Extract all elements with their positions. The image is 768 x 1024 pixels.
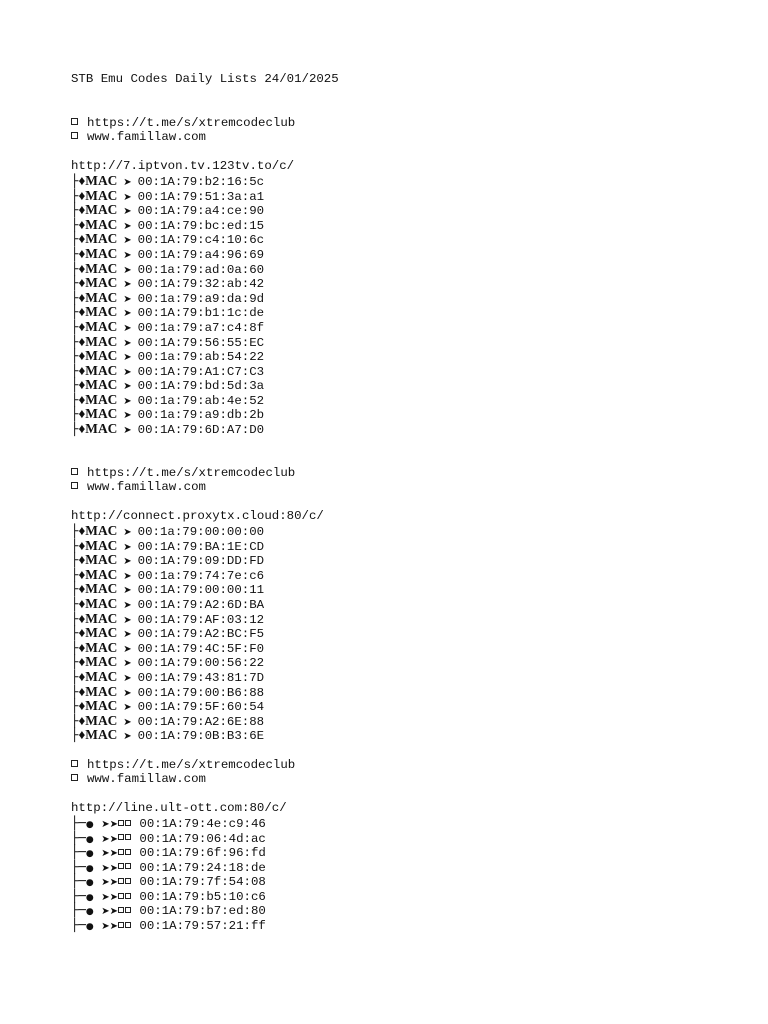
mac-row <box>71 670 731 685</box>
mac-row <box>71 262 731 277</box>
tree-branch-icon: ├ <box>71 391 79 407</box>
arrow-icon: ➤ <box>123 731 132 743</box>
link-row <box>71 116 731 131</box>
mac-label: ♦MAC <box>78 202 118 218</box>
mac-address: 00:1A:79:5F:60:54 <box>137 700 265 715</box>
mac-label: ♦MAC <box>78 216 118 232</box>
mac-row <box>71 641 731 656</box>
tree-branch-icon: ├ <box>71 377 79 393</box>
mac-row <box>71 189 731 204</box>
tree-branch-icon: ├ <box>71 712 79 728</box>
mac-label: ♦MAC <box>78 421 118 437</box>
mac-label: ♦MAC <box>78 231 118 247</box>
mac-address: 00:1A:79:A2:6D:BA <box>137 598 265 612</box>
arrow-icon: ➤ <box>123 264 132 276</box>
mac-address: 00:1a:79:ab:54:22 <box>137 350 265 365</box>
mac-address: 00:1A:79:AF:03:12 <box>137 612 265 627</box>
mac-label: ♦MAC <box>78 639 118 655</box>
square-icon <box>118 849 124 855</box>
mac-address: 00:1A:79:7f:54:08 <box>139 875 266 890</box>
mac-row <box>71 699 731 714</box>
tree-branch-icon: ├─ <box>71 844 86 860</box>
arrow-icon: ➤ <box>123 658 132 670</box>
tree-branch-icon: ├ <box>71 698 79 714</box>
mac-address: 00:1A:79:a4:96:69 <box>137 247 265 262</box>
mac-row <box>71 232 731 247</box>
spacer <box>71 437 731 466</box>
tree-branch-icon: ├ <box>71 566 79 582</box>
arrow-icon: ➤ <box>123 600 132 611</box>
mac-row <box>71 320 731 335</box>
mac-address: 00:1A:79:56:55:EC <box>137 335 265 350</box>
tree-branch-icon: ├ <box>71 231 79 247</box>
arrow-icon: ➤ <box>123 643 132 655</box>
mac-row <box>71 568 731 583</box>
mac-label: ♦MAC <box>78 275 118 291</box>
mac-address: 00:1a:79:74:7e:c6 <box>137 568 265 583</box>
mac-row <box>71 728 731 743</box>
mac-address: 00:1A:79:06:4d:ac <box>139 831 266 846</box>
arrow-icon: ➤ <box>123 629 132 641</box>
portal-url[interactable]: http://line.ult-ott.com:80/c/ <box>71 801 287 816</box>
mac-row <box>71 524 731 539</box>
mac-row <box>71 218 731 233</box>
mac-row <box>71 393 731 408</box>
tree-branch-icon: ├ <box>71 304 79 320</box>
mac-row <box>71 597 731 612</box>
arrow-icon: ➤ <box>123 395 132 407</box>
mac-label: ♦MAC <box>78 333 118 349</box>
bullet-dot-icon: ● <box>85 863 94 874</box>
arrow-icon: ➤ <box>123 308 132 320</box>
tree-branch-icon: ├ <box>71 683 79 699</box>
mac-address: 00:1A:79:00:B6:88 <box>137 685 265 700</box>
link-row <box>71 480 731 495</box>
mac-address: 00:1a:79:ad:0a:60 <box>137 262 265 277</box>
tree-branch-icon: ├ <box>71 260 79 276</box>
tree-branch-icon: ├ <box>71 318 79 334</box>
link-row <box>71 130 731 145</box>
square-icon <box>118 907 124 913</box>
arrow-icon: ➤ <box>123 337 132 349</box>
arrow-icon: ➤ <box>123 614 132 626</box>
mac-row <box>71 247 731 262</box>
mac-label: ♦MAC <box>78 727 118 743</box>
mac-row <box>71 291 731 306</box>
square-icon <box>125 922 131 928</box>
mac-label: ♦MAC <box>78 289 118 305</box>
mac-row <box>71 889 731 904</box>
mac-address: 00:1A:79:00:56:22 <box>137 656 265 671</box>
square-icon <box>125 907 131 913</box>
mac-address: 00:1a:79:a7:c4:8f <box>137 320 265 335</box>
mac-label: ♦MAC <box>78 566 118 582</box>
mac-label: ♦MAC <box>78 712 118 728</box>
portal-url[interactable]: http://connect.proxytx.cloud:80/c/ <box>71 509 324 524</box>
mac-label: ♦MAC <box>78 552 118 568</box>
bullet-dot-icon: ● <box>85 849 94 860</box>
arrow-icon: ➤ <box>123 176 132 188</box>
mac-address: 00:1A:79:57:21:ff <box>139 919 266 934</box>
arrow-icon: ➤ <box>123 425 132 437</box>
arrow-icon: ➤ <box>123 220 132 232</box>
tree-branch-icon: ├ <box>71 523 79 539</box>
bullet-dot-icon: ● <box>85 892 94 903</box>
mac-address: 00:1A:79:b2:16:5c <box>137 174 265 189</box>
mac-label: ♦MAC <box>78 625 118 641</box>
tree-branch-icon: ├ <box>71 333 79 349</box>
mac-address: 00:1A:79:32:ab:42 <box>137 277 265 292</box>
tree-branch-icon: ├ <box>71 362 79 378</box>
square-icon <box>125 820 131 826</box>
portal-url[interactable]: http://7.iptvon.tv.123tv.to/c/ <box>71 159 295 174</box>
arrow-icon: ➤ <box>123 541 132 553</box>
mac-address: 00:1A:79:A2:BC:F5 <box>137 627 265 642</box>
arrow-icon: ➤ <box>123 556 132 568</box>
website-link[interactable]: www.famillaw.com <box>87 480 206 495</box>
mac-row <box>71 845 731 860</box>
mac-row <box>71 874 731 889</box>
square-bullet-icon <box>71 774 78 781</box>
mac-label: ♦MAC <box>78 610 118 626</box>
arrow-icon: ➤ <box>123 235 132 247</box>
tree-branch-icon: ├─ <box>71 917 86 933</box>
double-arrow-icon: ➤➤ <box>101 862 118 874</box>
double-arrow-icon: ➤➤ <box>101 818 118 830</box>
mac-label: ♦MAC <box>78 523 118 539</box>
document-page <box>71 72 731 933</box>
mac-address: 00:1A:79:0B:B3:6E <box>137 729 265 744</box>
tree-branch-icon: ├─ <box>71 873 86 889</box>
tree-branch-icon: ├ <box>71 421 79 437</box>
mac-row <box>71 349 731 364</box>
mac-row <box>71 174 731 189</box>
bullet-dot-icon: ● <box>85 907 94 918</box>
mac-label: ♦MAC <box>78 581 118 597</box>
arrow-icon: ➤ <box>123 206 132 218</box>
tree-branch-icon: ├ <box>71 596 79 611</box>
mac-label: ♦MAC <box>78 698 118 714</box>
mac-row <box>71 816 731 831</box>
mac-label: ♦MAC <box>78 391 118 407</box>
tree-branch-icon: ├─ <box>71 887 86 903</box>
website-link[interactable]: www.famillaw.com <box>87 772 206 787</box>
tree-branch-icon: ├ <box>71 727 79 743</box>
mac-address: 00:1a:79:a9:da:9d <box>137 291 265 306</box>
mac-row <box>71 539 731 554</box>
square-icon <box>125 834 131 840</box>
double-arrow-icon: ➤➤ <box>101 891 118 903</box>
spacer <box>71 743 731 758</box>
page-title: STB Emu Codes Daily Lists 24/01/2025 <box>71 72 339 86</box>
square-icon <box>125 893 131 899</box>
website-link[interactable]: www.famillaw.com <box>87 130 206 145</box>
bullet-dot-icon: ● <box>85 819 94 830</box>
square-bullet-icon <box>71 482 78 489</box>
link-row <box>71 758 731 773</box>
mac-row <box>71 305 731 320</box>
mac-label: ♦MAC <box>78 683 118 699</box>
tree-branch-icon: ├ <box>71 172 79 188</box>
mac-address: 00:1a:79:00:00:00 <box>137 525 265 540</box>
telegram-link[interactable]: https://t.me/s/xtremcodeclub <box>87 757 296 772</box>
square-icon <box>118 878 124 884</box>
tree-branch-icon: ├ <box>71 552 79 568</box>
square-icon <box>125 863 131 869</box>
link-row <box>71 466 731 481</box>
mac-address: 00:1A:79:A1:C7:C3 <box>137 364 265 379</box>
mac-row <box>71 203 731 218</box>
mac-row <box>71 860 731 875</box>
mac-label: ♦MAC <box>78 596 118 611</box>
mac-label: ♦MAC <box>78 348 118 364</box>
mac-address: 00:1A:79:6f:96:fd <box>139 846 266 861</box>
mac-row <box>71 714 731 729</box>
mac-row <box>71 655 731 670</box>
tree-branch-icon: ├ <box>71 245 79 261</box>
arrow-icon: ➤ <box>123 410 132 422</box>
double-arrow-icon: ➤➤ <box>101 848 118 860</box>
tree-branch-icon: ├ <box>71 187 79 203</box>
double-arrow-icon: ➤➤ <box>101 906 118 918</box>
mac-row <box>71 582 731 597</box>
mac-label: ♦MAC <box>78 304 118 320</box>
mac-label: ♦MAC <box>78 537 118 553</box>
arrow-icon: ➤ <box>123 366 132 378</box>
mac-address: 00:1A:79:51:3a:a1 <box>137 189 265 204</box>
tree-branch-icon: ├ <box>71 216 79 232</box>
mac-label: ♦MAC <box>78 654 118 670</box>
tree-branch-icon: ├ <box>71 668 79 684</box>
double-arrow-icon: ➤➤ <box>101 921 118 933</box>
mac-address: 00:1A:79:BA:1E:CD <box>137 539 265 554</box>
mac-address: 00:1A:79:b7:ed:80 <box>139 904 266 919</box>
square-icon <box>118 893 124 899</box>
mac-row <box>71 685 731 700</box>
mac-row <box>71 831 731 846</box>
tree-branch-icon: ├ <box>71 537 79 553</box>
tree-branch-icon: ├ <box>71 610 79 626</box>
bullet-dot-icon: ● <box>85 922 94 933</box>
square-icon <box>118 863 124 869</box>
mac-row <box>71 612 731 627</box>
tree-branch-icon: ├ <box>71 289 79 305</box>
tree-branch-icon: ├ <box>71 275 79 291</box>
mac-address: 00:1a:79:a9:db:2b <box>137 408 265 423</box>
bullet-dot-icon: ● <box>85 878 94 889</box>
double-arrow-icon: ➤➤ <box>101 833 118 845</box>
mac-address: 00:1A:79:c4:10:6c <box>137 233 265 248</box>
mac-address: 00:1A:79:bd:5d:3a <box>137 379 265 394</box>
square-icon <box>118 922 124 928</box>
mac-label: ♦MAC <box>78 260 118 276</box>
mac-label: ♦MAC <box>78 245 118 261</box>
mac-address: 00:1A:79:4e:c9:46 <box>139 816 266 831</box>
arrow-icon: ➤ <box>123 279 132 291</box>
tree-branch-icon: ├─ <box>71 858 86 874</box>
document-content <box>71 116 731 933</box>
square-icon <box>125 849 131 855</box>
tree-branch-icon: ├ <box>71 202 79 218</box>
mac-address: 00:1A:79:a4:ce:90 <box>137 204 265 219</box>
bullet-dot-icon: ● <box>85 834 94 845</box>
mac-address: 00:1A:79:A2:6E:88 <box>137 714 265 729</box>
square-bullet-icon <box>71 118 78 125</box>
mac-row <box>71 422 731 437</box>
mac-address: 00:1A:79:4C:5F:F0 <box>137 641 265 656</box>
tree-branch-icon: ├ <box>71 654 79 670</box>
tree-branch-icon: ├─ <box>71 814 86 830</box>
arrow-icon: ➤ <box>123 293 132 305</box>
tree-branch-icon: ├ <box>71 406 79 422</box>
spacer <box>71 787 731 802</box>
mac-address: 00:1A:79:6D:A7:D0 <box>137 423 265 438</box>
mac-label: ♦MAC <box>78 668 118 684</box>
mac-row <box>71 903 731 918</box>
tree-branch-icon: ├ <box>71 348 79 364</box>
mac-label: ♦MAC <box>78 318 118 334</box>
square-bullet-icon <box>71 760 78 767</box>
tree-branch-icon: ├─ <box>71 829 86 845</box>
tree-branch-icon: ├ <box>71 639 79 655</box>
spacer <box>71 145 731 160</box>
mac-address: 00:1A:79:24:18:de <box>139 860 266 875</box>
link-row <box>71 772 731 787</box>
tree-branch-icon: ├ <box>71 581 79 597</box>
arrow-icon: ➤ <box>123 191 132 203</box>
spacer <box>71 495 731 510</box>
mac-row <box>71 918 731 933</box>
arrow-icon: ➤ <box>123 672 132 684</box>
arrow-icon: ➤ <box>123 585 132 597</box>
square-bullet-icon <box>71 468 78 475</box>
mac-label: ♦MAC <box>78 406 118 422</box>
arrow-icon: ➤ <box>123 687 132 699</box>
mac-address: 00:1A:79:b5:10:c6 <box>139 889 266 904</box>
mac-row <box>71 626 731 641</box>
arrow-icon: ➤ <box>123 249 132 261</box>
arrow-icon: ➤ <box>123 570 132 582</box>
mac-row <box>71 364 731 379</box>
mac-address: 00:1A:79:b1:1c:de <box>137 306 265 321</box>
square-bullet-icon <box>71 132 78 139</box>
mac-row <box>71 407 731 422</box>
telegram-link[interactable]: https://t.me/s/xtremcodeclub <box>87 465 296 480</box>
mac-address: 00:1A:79:09:DD:FD <box>137 554 265 569</box>
mac-row <box>71 335 731 350</box>
tree-branch-icon: ├─ <box>71 902 86 918</box>
mac-address: 00:1A:79:43:81:7D <box>137 670 265 685</box>
arrow-icon: ➤ <box>123 322 132 334</box>
arrow-icon: ➤ <box>123 381 132 393</box>
arrow-icon: ➤ <box>123 527 132 539</box>
square-icon <box>118 820 124 826</box>
mac-row <box>71 378 731 393</box>
mac-label: ♦MAC <box>78 172 118 188</box>
arrow-icon: ➤ <box>123 702 132 714</box>
square-icon <box>118 834 124 840</box>
double-arrow-icon: ➤➤ <box>101 877 118 889</box>
mac-label: ♦MAC <box>78 362 118 378</box>
telegram-link[interactable]: https://t.me/s/xtremcodeclub <box>87 115 296 130</box>
arrow-icon: ➤ <box>123 716 132 728</box>
mac-label: ♦MAC <box>78 187 118 203</box>
square-icon <box>125 878 131 884</box>
arrow-icon: ➤ <box>123 352 132 364</box>
mac-address: 00:1A:79:bc:ed:15 <box>137 218 265 233</box>
mac-address: 00:1a:79:ab:4e:52 <box>137 393 265 408</box>
tree-branch-icon: ├ <box>71 625 79 641</box>
mac-row <box>71 553 731 568</box>
mac-row <box>71 276 731 291</box>
mac-address: 00:1A:79:00:00:11 <box>137 583 265 598</box>
mac-label: ♦MAC <box>78 377 118 393</box>
